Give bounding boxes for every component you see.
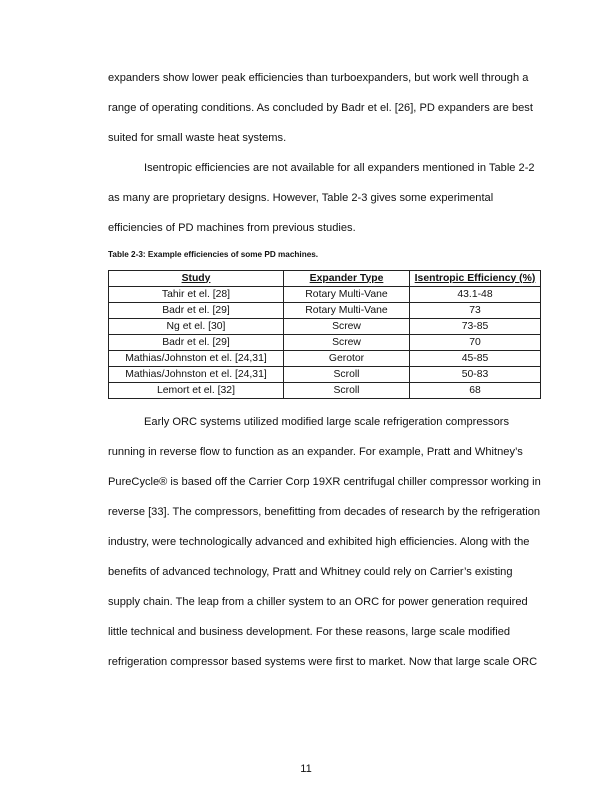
text-line: efficiencies of PD machines from previous studies. [108,222,356,234]
table-row [109,351,541,367]
efficiency-table [108,270,541,399]
text-line: running in reverse flow to function as an expander. For example, Pratt and Whitney’s [108,446,523,458]
text-line: range of operating conditions. As concluded by Badr et el. [26], PD expanders are best [108,102,533,114]
cell-study: Tahir et el. [28] [109,287,284,303]
cell-efficiency: 70 [410,335,541,351]
cell-study: Ng et el. [30] [109,319,284,335]
text-line: as many are proprietary designs. However, Table 2-3 gives some experimental [108,192,494,204]
cell-efficiency: 45-85 [410,351,541,367]
text-line: benefits of advanced technology, Pratt and Whitney could rely on Carrier’s existing [108,566,513,578]
cell-expander-type: Scroll [284,383,410,399]
cell-expander-type: Gerotor [284,351,410,367]
header-isentropic-efficiency: Isentropic Efficiency (%) [410,271,541,287]
cell-efficiency: 43.1-48 [410,287,541,303]
text-line: reverse [33]. The compressors, benefitting from decades of research by the refrigeration [108,506,541,518]
text-line: PureCycle® is based off the Carrier Corp 19XR centrifugal chiller compressor working in [108,476,541,488]
table-row [109,383,541,399]
text-line: Early ORC systems utilized modified large scale refrigeration compressors [144,416,509,428]
table-row [109,367,541,383]
table-row [109,287,541,303]
table-row [109,303,541,319]
text-line: suited for small waste heat systems. [108,132,287,144]
page-number: 11 [300,763,312,775]
table-caption: Table 2-3: Example efficiencies of some PD machines. [108,250,319,259]
header-study: Study [109,271,284,287]
cell-efficiency: 50-83 [410,367,541,383]
cell-efficiency: 73 [410,303,541,319]
cell-study: Badr et el. [29] [109,335,284,351]
text-line: Isentropic efficiencies are not available for all expanders mentioned in Table 2-2 [144,162,535,174]
cell-study: Lemort et el. [32] [109,383,284,399]
cell-efficiency: 68 [410,383,541,399]
cell-expander-type: Screw [284,335,410,351]
text-line: expanders show lower peak efficiencies than turboexpanders, but work well through a [108,72,529,84]
cell-expander-type: Rotary Multi-Vane [284,287,410,303]
table-row [109,335,541,351]
text-line: supply chain. The leap from a chiller system to an ORC for power generation required [108,596,528,608]
cell-study: Mathias/Johnston et el. [24,31] [109,351,284,367]
table-row [109,319,541,335]
cell-expander-type: Screw [284,319,410,335]
cell-expander-type: Scroll [284,367,410,383]
cell-study: Badr et el. [29] [109,303,284,319]
text-line: industry, were technologically advanced and exhibited high efficiencies. Along with the [108,536,530,548]
cell-efficiency: 73-85 [410,319,541,335]
cell-expander-type: Rotary Multi-Vane [284,303,410,319]
header-expander-type: Expander Type [284,271,410,287]
text-line: refrigeration compressor based systems were first to market. Now that large scale ORC [108,656,538,668]
table-header-row [109,271,541,287]
text-line: little technical and business development. For these reasons, large scale modified [108,626,511,638]
cell-study: Mathias/Johnston et el. [24,31] [109,367,284,383]
